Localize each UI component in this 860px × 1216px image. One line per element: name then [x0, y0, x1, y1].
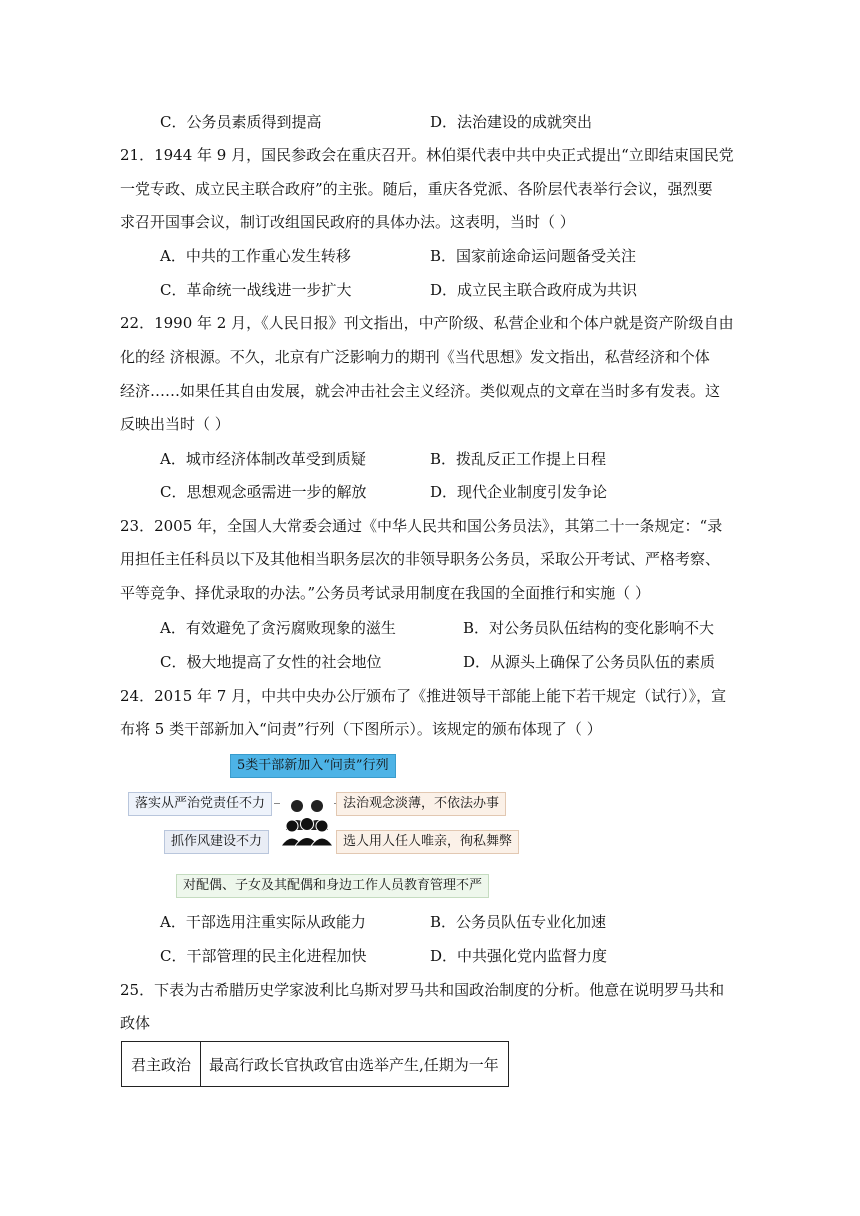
q24-option-d: D．中共强化党内监督力度 [430, 947, 608, 965]
figure-item-work-style: 抓作风建设不力 [164, 830, 269, 854]
table-cell-description: 最高行政长官执政官由选举产生,任期为一年 [201, 1042, 509, 1087]
q22-option-d: D．现代企业制度引发争论 [430, 483, 608, 501]
q21-option-d: D．成立民主联合政府成为共识 [430, 281, 638, 299]
q23-stem-line-2: 用担任主任科员以下及其他相当职务层次的非领导职务公务员，采取公开考试、严格考察、 [120, 550, 721, 568]
table-cell-system: 君主政治 [122, 1042, 201, 1087]
q22-stem-line-4: 反映出当时（ ） [120, 415, 230, 433]
q22-option-c: C．思想观念亟需进一步的解放 [160, 483, 367, 501]
q24-stem-line-2: 布将 5 类干部新加入“问责”行列（下图所示）。该规定的颁布体现了（ ） [120, 720, 602, 738]
q23-option-b: B．对公务员队伍结构的变化影响不大 [463, 619, 715, 637]
q21-stem-line-2: 一党专政、成立民主联合政府”的主张。随后，重庆各党派、各阶层代表举行会议，强烈要 [120, 180, 713, 198]
q24-option-c: C．干部管理的民主化进程加快 [160, 947, 367, 965]
figure-item-family-management: 对配偶、子女及其配偶和身边工作人员教育管理不严 [176, 874, 489, 898]
q23-stem-line-3: 平等竞争、择优录取的办法。”公务员考试录用制度在我国的全面推行和实施（ ） [120, 584, 650, 602]
q25-stem-line-2: 政体 [120, 1014, 151, 1032]
q22-option-b: B．拨乱反正工作提上日程 [430, 450, 607, 468]
q20-option-d: D．法治建设的成就突出 [430, 113, 593, 131]
q20-option-c: C．公务员素质得到提高 [160, 113, 322, 131]
q25-table [121, 1041, 509, 1087]
q21-stem-line-3: 求召开国事会议，制订改组国民政府的具体办法。这表明，当时（ ） [120, 213, 575, 231]
q23-option-d: D．从源头上确保了公务员队伍的素质 [463, 653, 716, 671]
figure-title: 5类干部新加入“问责”行列 [230, 754, 396, 778]
q25-stem-line-1: 25．下表为古希腊历史学家波利比乌斯对罗马共和国政治制度的分析。他意在说明罗马共和 [120, 981, 725, 999]
q21-stem-line-1: 21．1944 年 9 月，国民参政会在重庆召开。林伯渠代表中共中央正式提出“立即结束国民党 [120, 146, 734, 164]
q21-option-c: C．革命统一战线进一步扩大 [160, 281, 352, 299]
figure-connector [334, 803, 336, 804]
q24-option-a: A．干部选用注重实际从政能力 [160, 913, 366, 931]
q22-option-a: A．城市经济体制改革受到质疑 [160, 450, 366, 468]
q22-stem-line-3: 经济……如果任其自由发展，就会冲击社会主义经济。类似观点的文章在当时多有发表。这 [120, 382, 721, 400]
q21-option-b: B．国家前途命运问题备受关注 [430, 247, 637, 265]
q24-figure [128, 754, 528, 899]
q22-stem-line-2: 化的经 济根源。不久，北京有广泛影响力的期刊《当代思想》发文指出，私营经济和个体 [120, 348, 710, 366]
table-row [122, 1042, 509, 1087]
q24-stem-line-1: 24．2015 年 7 月，中共中央办公厅颁布了《推进领导干部能上能下若干规定（试行）》，宣 [120, 687, 727, 705]
figure-item-rule-of-law: 法治观念淡薄，不依法办事 [336, 792, 506, 816]
q22-stem-line-1: 22．1990 年 2 月，《人民日报》刊文指出，中产阶级、私营企业和个体户就是资产阶级自由 [120, 314, 734, 332]
people-group-icon [280, 796, 334, 848]
q23-option-c: C．极大地提高了女性的社会地位 [160, 653, 382, 671]
q23-option-a: A．有效避免了贪污腐败现象的滋生 [160, 619, 396, 637]
q23-stem-line-1: 23．2005 年，全国人大常委会通过《中华人民共和国公务员法》，其第二十一条规定：“录 [120, 517, 723, 535]
figure-item-nepotism: 选人用人任人唯亲，徇私舞弊 [336, 830, 519, 854]
q21-option-a: A．中共的工作重心发生转移 [160, 247, 351, 265]
q24-option-b: B．公务员队伍专业化加速 [430, 913, 607, 931]
figure-item-party-discipline: 落实从严治党责任不力 [128, 792, 272, 816]
